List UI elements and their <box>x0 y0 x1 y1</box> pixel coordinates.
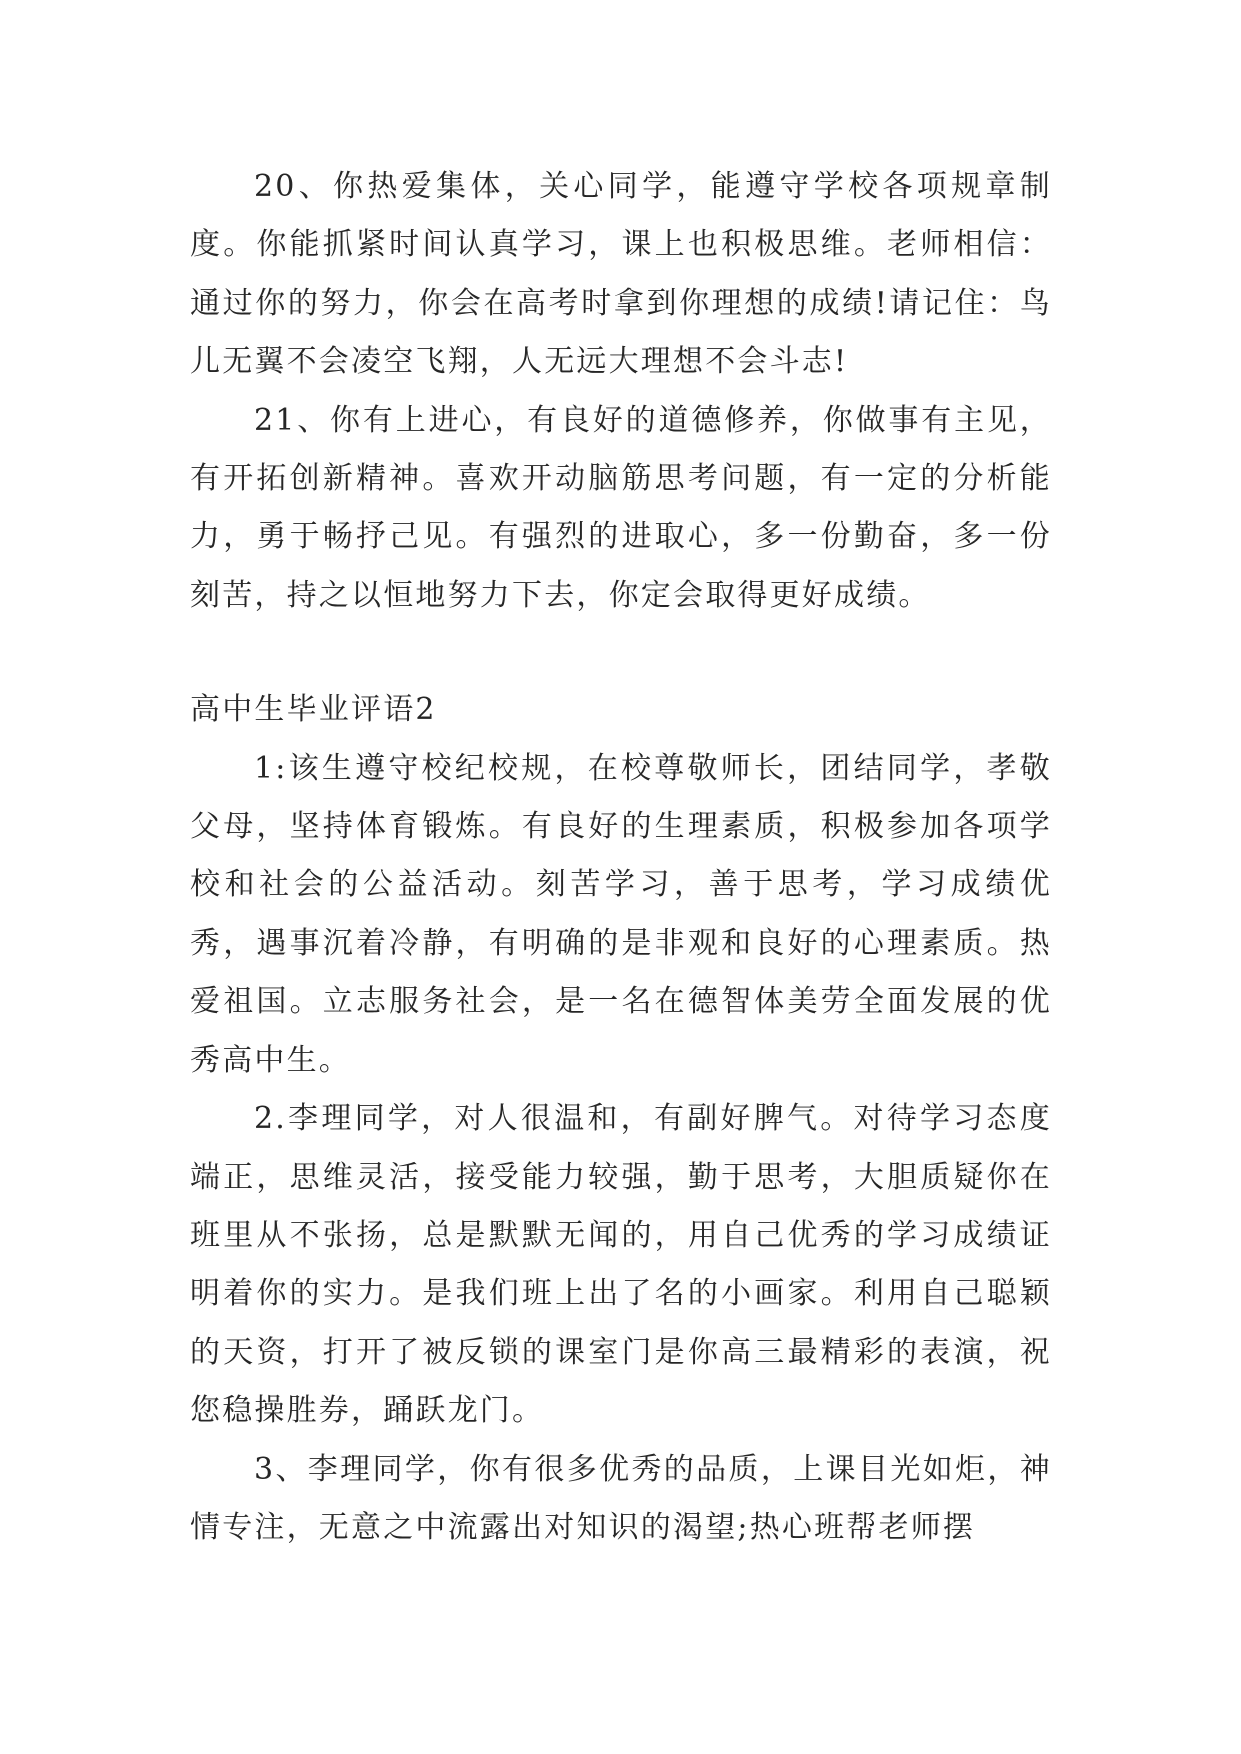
paragraph-3: 3、李理同学，你有很多优秀的品质，上课目光如炬，神情专注，无意之中流露出对知识的渴望;热心班帮老师摆 <box>190 1451 1052 1545</box>
paragraph-20: 20、你热爱集体，关心同学，能遵守学校各项规章制度。你能抓紧时间认真学习，课上也积极思维。老师相信：通过你的努力，你会在高考时拿到你理想的成绩!请记住：鸟儿无翼不会凌空飞翔，人无远大理想不会斗志! <box>190 169 1052 380</box>
paragraph-2: 2.李理同学，对人很温和，有副好脾气。对待学习态度端正，思维灵活，接受能力较强，勤于思考，大胆质疑你在班里从不张扬，总是默默无闻的，用自己优秀的学习成绩证明着你的实力。是我们班上出了名的小画家。利用自己聪颖的天资，打开了被反锁的课室门是你高三最精彩的表演，祝您稳操胜券，踊跃龙门。 <box>190 1101 1052 1429</box>
paragraph-21: 21、你有上进心，有良好的道德修养，你做事有主见，有开拓创新精神。喜欢开动脑筋思考问题，有一定的分析能力，勇于畅抒己见。有强烈的进取心，多一份勤奋，多一份刻苦，持之以恒地努力下去，你定会取得更好成绩。 <box>190 402 1052 613</box>
document-body <box>190 158 1052 1557</box>
section-title: 高中生毕业评语2 <box>190 692 437 728</box>
paragraph-1: 1:该生遵守校纪校规，在校尊敬师长，团结同学，孝敬父母，坚持体育锻炼。有良好的生理素质，积极参加各项学校和社会的公益活动。刻苦学习，善于思考，学习成绩优秀，遇事沉着冷静，有明确的是非观和良好的心理素质。热爱祖国。立志服务社会，是一名在德智体美劳全面发展的优秀高中生。 <box>190 750 1052 1078</box>
